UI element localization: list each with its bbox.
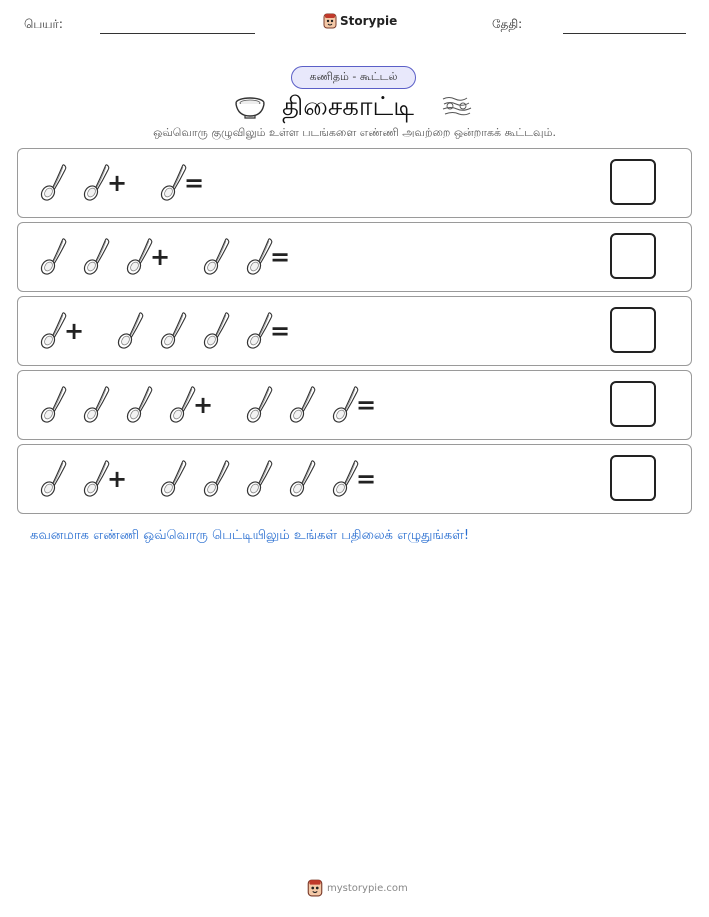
spoon-icon — [125, 387, 152, 425]
instruction-text: ஒவ்வொரு குழுவிலும் உள்ள படங்களை எண்ணி அவற்றை ஒன்றாகக் கூட்டவும். — [153, 126, 556, 139]
spoon-icon — [39, 239, 66, 277]
footer-note: கவனமாக எண்ணி ஒவ்வொரு பெட்டியிலும் உங்கள் பதிலைக் எழுதுங்கள்! — [30, 528, 470, 543]
spoon-icon — [331, 461, 358, 499]
equals-sign: = — [355, 391, 377, 419]
spoon-icon — [82, 165, 109, 203]
spoon-icon — [245, 239, 272, 277]
spoon-icon — [82, 387, 109, 425]
site-url: mystorypie.com — [327, 882, 408, 894]
site-footer — [307, 879, 408, 897]
spoon-icon — [245, 313, 272, 351]
spoon-icon — [159, 313, 186, 351]
brand-name: Storypie — [340, 14, 398, 28]
name-label: பெயர்: — [24, 17, 63, 31]
answer-box[interactable] — [610, 455, 656, 501]
spoon-icon — [245, 387, 272, 425]
problem-row — [17, 444, 692, 514]
decoration-icon — [441, 95, 473, 117]
plus-sign: + — [106, 169, 128, 197]
problem-equation — [18, 223, 598, 291]
spoon-icon — [331, 387, 358, 425]
problem-equation — [18, 445, 598, 513]
date-label: தேதி: — [492, 17, 523, 31]
equals-sign: = — [269, 243, 291, 271]
spoon-icon — [125, 239, 152, 277]
problem-row — [17, 370, 692, 440]
spoon-icon — [39, 387, 66, 425]
problem-row — [17, 296, 692, 366]
spoon-icon — [288, 461, 315, 499]
problem-equation — [18, 297, 598, 365]
spoon-icon — [159, 165, 186, 203]
plus-sign: + — [149, 243, 171, 271]
plus-sign: + — [106, 465, 128, 493]
answer-box[interactable] — [610, 381, 656, 427]
problem-row — [17, 222, 692, 292]
topic-badge: கணிதம் - கூட்டல் — [291, 66, 416, 89]
spoon-icon — [39, 165, 66, 203]
spoon-icon — [159, 461, 186, 499]
equals-sign: = — [355, 465, 377, 493]
spoon-icon — [168, 387, 195, 425]
problem-equation — [18, 371, 598, 439]
date-line[interactable] — [563, 33, 686, 34]
plus-sign: + — [192, 391, 214, 419]
equals-sign: = — [183, 169, 205, 197]
plus-sign: + — [63, 317, 85, 345]
spoon-icon — [202, 239, 229, 277]
answer-box[interactable] — [610, 307, 656, 353]
answer-box[interactable] — [610, 159, 656, 205]
problem-equation — [18, 149, 598, 217]
page-title: திசைகாட்டி — [282, 92, 414, 122]
spoon-icon — [245, 461, 272, 499]
worksheet-header — [0, 0, 709, 50]
storypie-mascot-icon — [307, 879, 323, 897]
spoon-icon — [202, 461, 229, 499]
answer-box[interactable] — [610, 233, 656, 279]
bowl-icon — [234, 94, 266, 120]
spoon-icon — [288, 387, 315, 425]
spoon-icon — [39, 313, 66, 351]
spoon-icon — [39, 461, 66, 499]
problem-row — [17, 148, 692, 218]
storypie-mascot-icon — [323, 13, 337, 29]
spoon-icon — [202, 313, 229, 351]
brand-logo — [323, 13, 397, 29]
title-row — [0, 90, 709, 124]
spoon-icon — [116, 313, 143, 351]
equals-sign: = — [269, 317, 291, 345]
name-line[interactable] — [100, 33, 255, 34]
spoon-icon — [82, 239, 109, 277]
spoon-icon — [82, 461, 109, 499]
